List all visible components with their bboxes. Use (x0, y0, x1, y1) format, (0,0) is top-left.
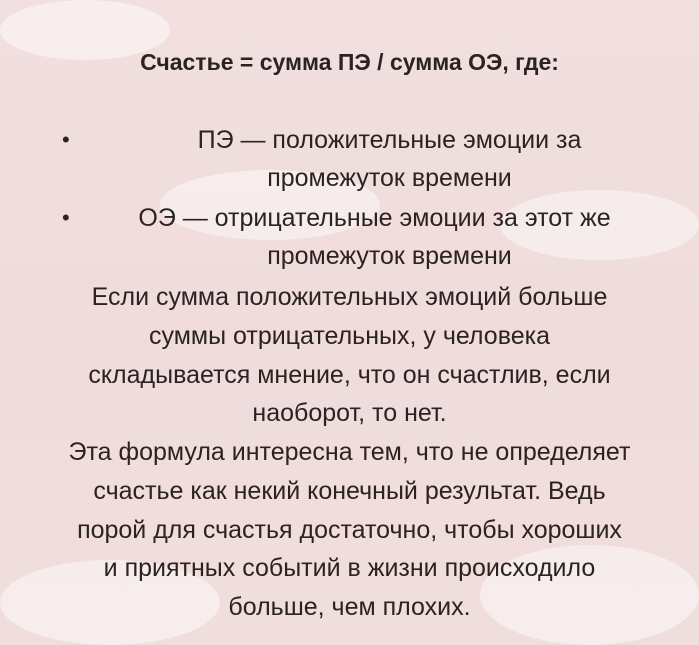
formula-title: Счастье = сумма ПЭ / сумма ОЭ, где: (140, 49, 559, 75)
paragraph-line: Если сумма положительных эмоций больше (91, 283, 608, 311)
paragraph-line: порой для счастья достаточно, чтобы хороших (77, 516, 622, 544)
paragraph-line: складывается мнение, что он счастлив, если (88, 361, 611, 389)
bullet-item-pe-cont: промежуток времени (267, 164, 512, 192)
bullet-item-pe: ПЭ — положительные эмоции за (197, 126, 582, 154)
paragraph-line: больше, чем плохих. (228, 593, 471, 621)
paragraph-line: и приятных событий в жизни происходило (103, 554, 596, 582)
paragraph-line: счастье как некий конечный результат. Ведь (93, 477, 606, 505)
paragraph-line: Эта формула интересна тем, что не определяет (68, 438, 631, 466)
bullet-item-oe-cont: промежуток времени (267, 242, 512, 270)
bullet-item-oe: ОЭ — отрицательные эмоции за этот же (138, 204, 611, 232)
paragraph-line: суммы отрицательных, у человека (149, 322, 550, 350)
bullet-marker: • (62, 127, 70, 152)
bullet-marker: • (62, 205, 70, 230)
paragraph-line: наоборот, то нет. (252, 399, 447, 427)
